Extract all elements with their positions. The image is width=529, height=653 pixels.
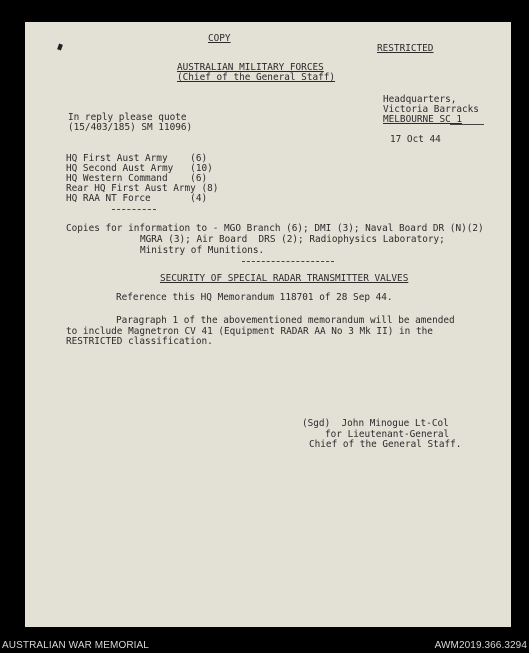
body-line-2: to include Magnetron CV 41 (Equipment RADAR AA No 3 Mk II) in the	[66, 326, 433, 337]
copy-label: COPY	[208, 33, 231, 44]
org-name: AUSTRALIAN MILITARY FORCES	[177, 62, 324, 73]
address-underline	[450, 124, 484, 125]
memo-reference: Reference this HQ Memorandum 118701 of 28 Sep 44.	[116, 292, 393, 303]
signature-line-3: Chief of the General Staff.	[309, 439, 462, 450]
address-line-3: MELBOURNE SC 1	[383, 114, 463, 125]
reply-quote-label: In reply please quote	[68, 112, 187, 123]
distribution-item: HQ Second Aust Army (10)	[66, 163, 213, 174]
document-date: 17 Oct 44	[390, 134, 441, 145]
body-line-1: Paragraph 1 of the abovementioned memorandum will be amended	[116, 315, 455, 326]
distribution-item: HQ RAA NT Force (4)	[66, 193, 208, 204]
memo-subject: SECURITY OF SPECIAL RADAR TRANSMITTER VALVES	[160, 273, 409, 284]
signature-line-2: for Lieutenant-General	[325, 429, 450, 440]
copies-line-2: MGRA (3); Air Board DRS (2); Radiophysics Laboratory;	[140, 234, 445, 245]
distribution-item: HQ Western Command (6)	[66, 173, 208, 184]
address-line-1: Headquarters,	[383, 94, 457, 105]
copies-line-1: Copies for information to - MGO Branch (6); DMI (3); Naval Board DR (N)(2)	[66, 223, 484, 234]
dashed-divider	[242, 261, 334, 262]
org-subtitle: (Chief of the General Staff)	[177, 72, 336, 83]
distribution-item: HQ First Aust Army (6)	[66, 153, 208, 164]
signature-line-1: (Sgd) John Minogue Lt-Col	[302, 418, 449, 429]
footer-accession-number: AWM2019.366.3294	[434, 640, 527, 651]
footer-institution: AUSTRALIAN WAR MEMORIAL	[2, 640, 149, 651]
copies-line-3: Ministry of Munitions.	[140, 245, 265, 256]
classification-restricted: RESTRICTED	[377, 43, 434, 54]
dashed-divider	[112, 209, 156, 210]
address-line-2: Victoria Barracks	[383, 104, 479, 115]
distribution-item: Rear HQ First Aust Army (8)	[66, 183, 219, 194]
body-line-3: RESTRICTED classification.	[66, 336, 213, 347]
reply-quote-ref: (15/403/185) SM 11096)	[68, 122, 193, 133]
